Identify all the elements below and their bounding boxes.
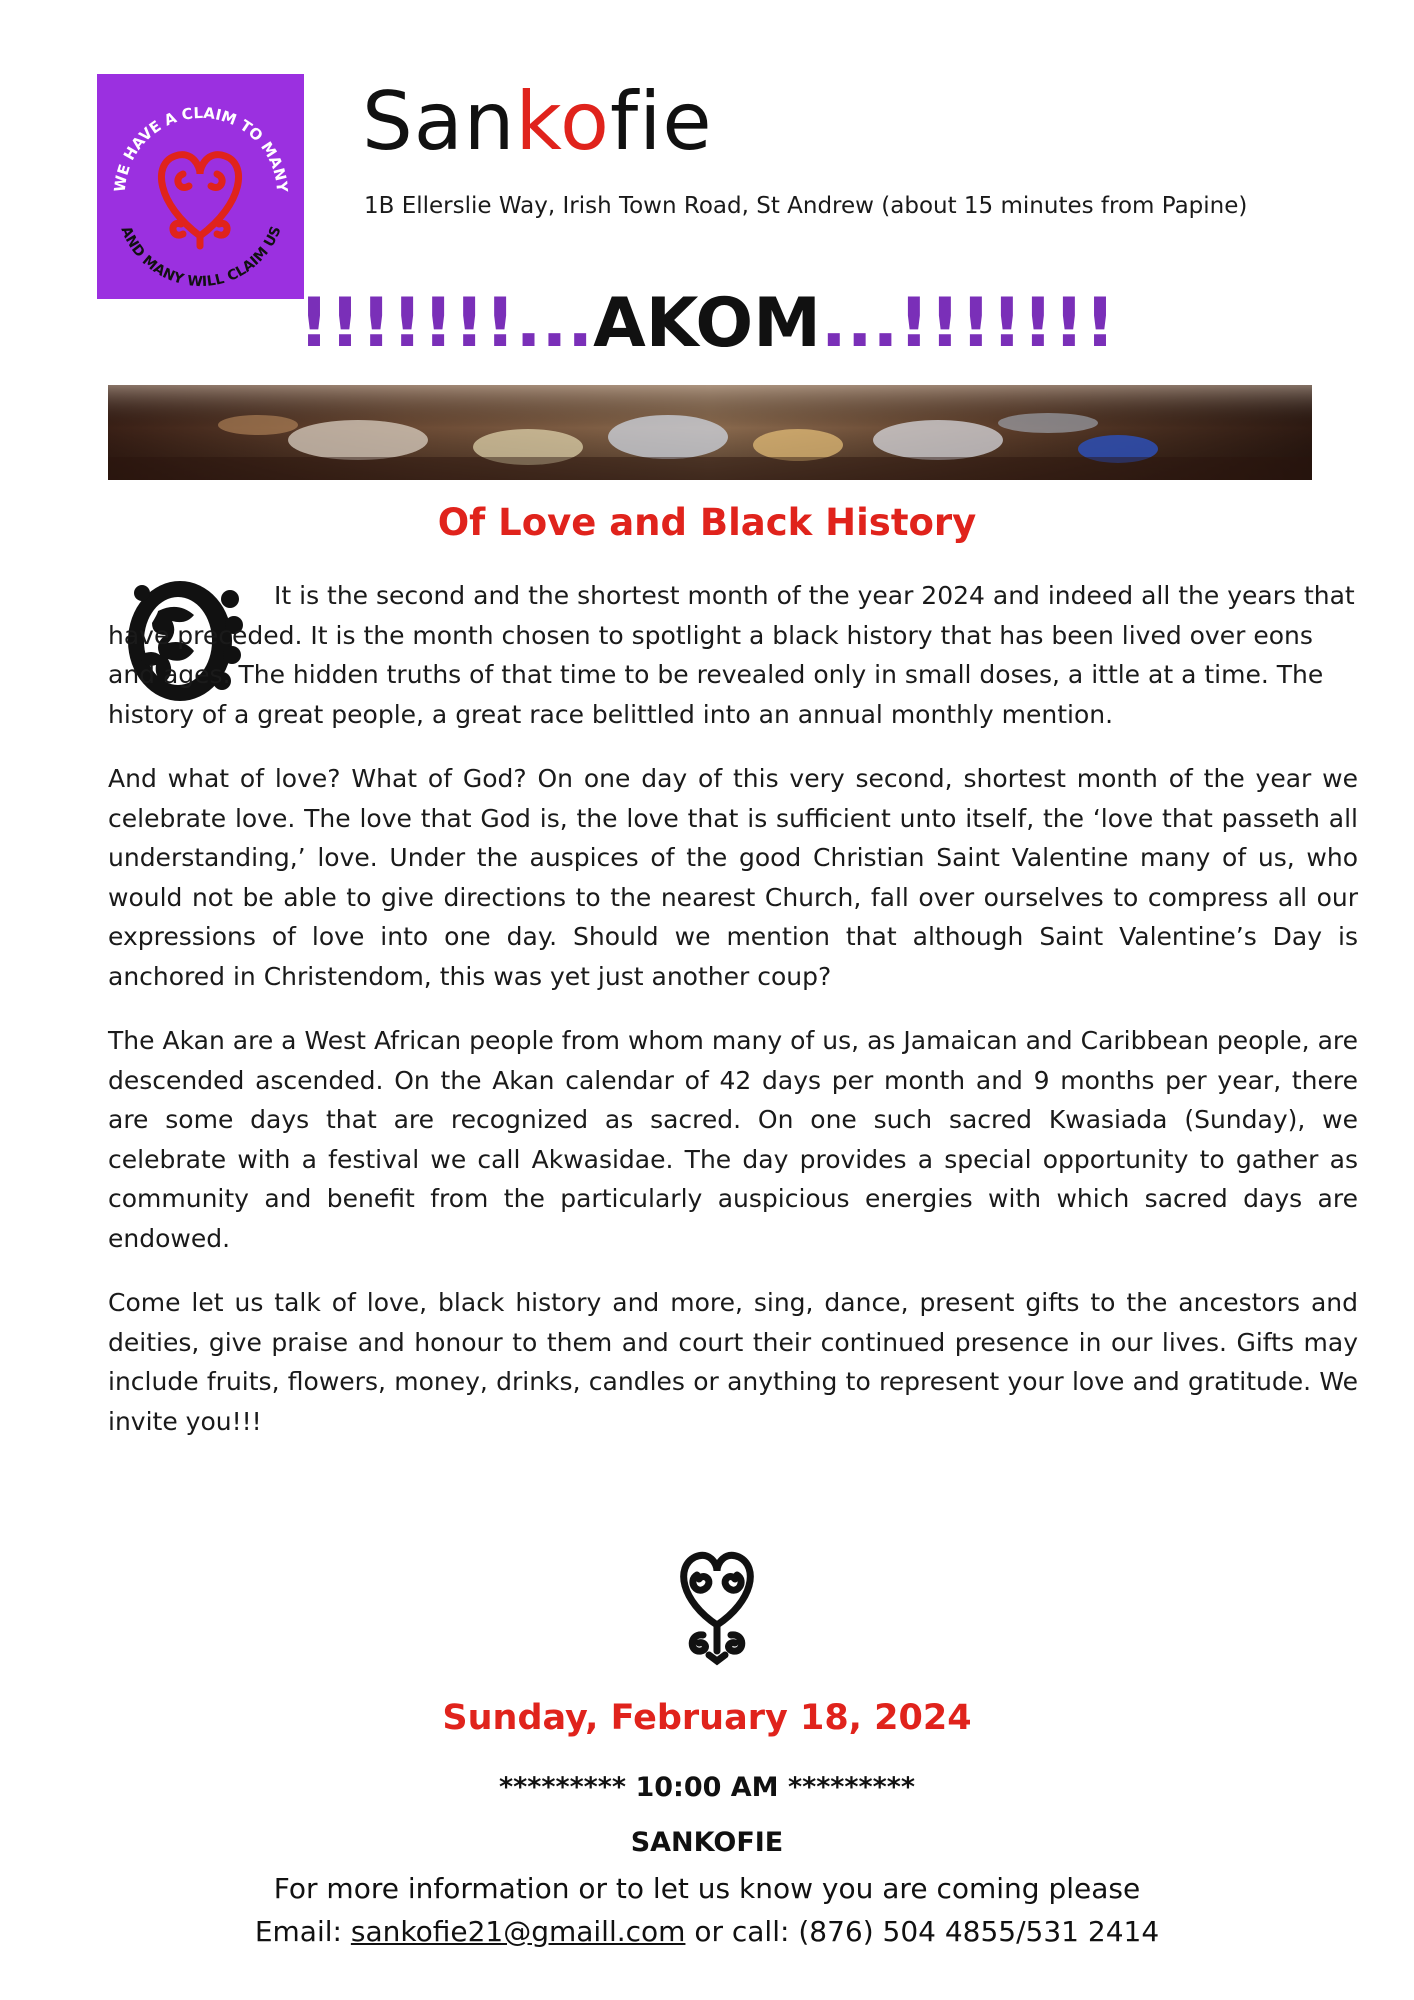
brand-part-3: fie <box>609 75 713 168</box>
banner-bang-left: !!!!!!!... <box>298 284 594 363</box>
email-prefix: Email: <box>254 1915 351 1948</box>
brand-part-1: San <box>362 75 516 168</box>
svg-text:WE HAVE A CLAIM TO MANY <box>111 104 292 194</box>
paragraph-3: The Akan are a West African people from whom many of us, as Jamaican and Caribbean people, are descended ascended. On the Akan calendar of 42 days per month and 9 months per year, there are some days that are recognized as sacred. On one such sacred Kwasiada (Sunday), we celebrate with a festival we call Akwasidae. The day provides a special opportunity to gather as community and benefit from the particularly auspicious energies with which sacred days are endowed. <box>108 1026 1358 1253</box>
logo-text-top: WE HAVE A CLAIM TO MANY <box>110 103 292 194</box>
banner-title <box>0 284 1414 363</box>
call-text: or call: (876) 504 4855/531 2414 <box>685 1915 1160 1948</box>
article-title: Of Love and Black History <box>437 501 977 544</box>
info-line: For more information or to let us know you are coming please <box>273 1872 1141 1905</box>
address: 1B Ellerslie Way, Irish Town Road, St Andrew (about 15 minutes from Papine) <box>364 193 1248 219</box>
brand-part-2: ko <box>515 75 610 168</box>
article-body <box>108 576 1358 1466</box>
paragraph-2: And what of love? What of God? On one day of this very second, shortest month of the year we celebrate love. The love that God is, the love that is sufficient unto itself, the ‘love that passeth all understanding,’ love. Under the auspices of the good Christian Saint Valentine many of us, who would not be able to give directions to the nearest Church, fall over ourselves to compress all our expressions of love into one day. Should we mention that although Saint Valentine’s Day is anchored in Christendom, this was yet just another coup? <box>108 764 1358 991</box>
event-date: Sunday, February 18, 2024 <box>442 1698 972 1738</box>
email-link[interactable]: sankofie21@gmaill.com <box>350 1915 686 1948</box>
photo-strip <box>108 385 1312 480</box>
paragraph-4: Come let us talk of love, black history and more, sing, dance, present gifts to the ancestors and deities, give praise and honour to them and court their continued presence in our lives. Gifts may include fruits, flowers, money, drinks, candles or anything to represent your love and gratitude. We invite you!!! <box>108 1288 1358 1436</box>
contact-line <box>0 1912 1414 1952</box>
banner-word: AKOM <box>593 284 821 363</box>
sankofa-heart-symbol-icon <box>667 1543 767 1668</box>
paragraph-1: It is the second and the shortest month of the year 2024 and indeed all the years that have preceded. It is the month chosen to spotlight a black history that has been lived over eons and ages. The hidden truths of that time to be revealed only in small doses, a ittle at a time. The history of a great people, a great race belittled into an annual monthly mention. <box>108 581 1355 729</box>
event-time: ********* 10:00 AM ********* <box>498 1772 916 1803</box>
brand-name <box>362 75 713 168</box>
event-organizer: SANKOFIE <box>630 1827 784 1858</box>
sankofa-heart-logo-icon <box>97 74 304 299</box>
logo-text-bottom: AND MANY WILL CLAIM US <box>117 224 285 291</box>
feast-photo-image <box>108 385 1312 480</box>
sankofie-logo <box>97 74 304 299</box>
banner-bang-right: ...!!!!!!! <box>820 284 1116 363</box>
